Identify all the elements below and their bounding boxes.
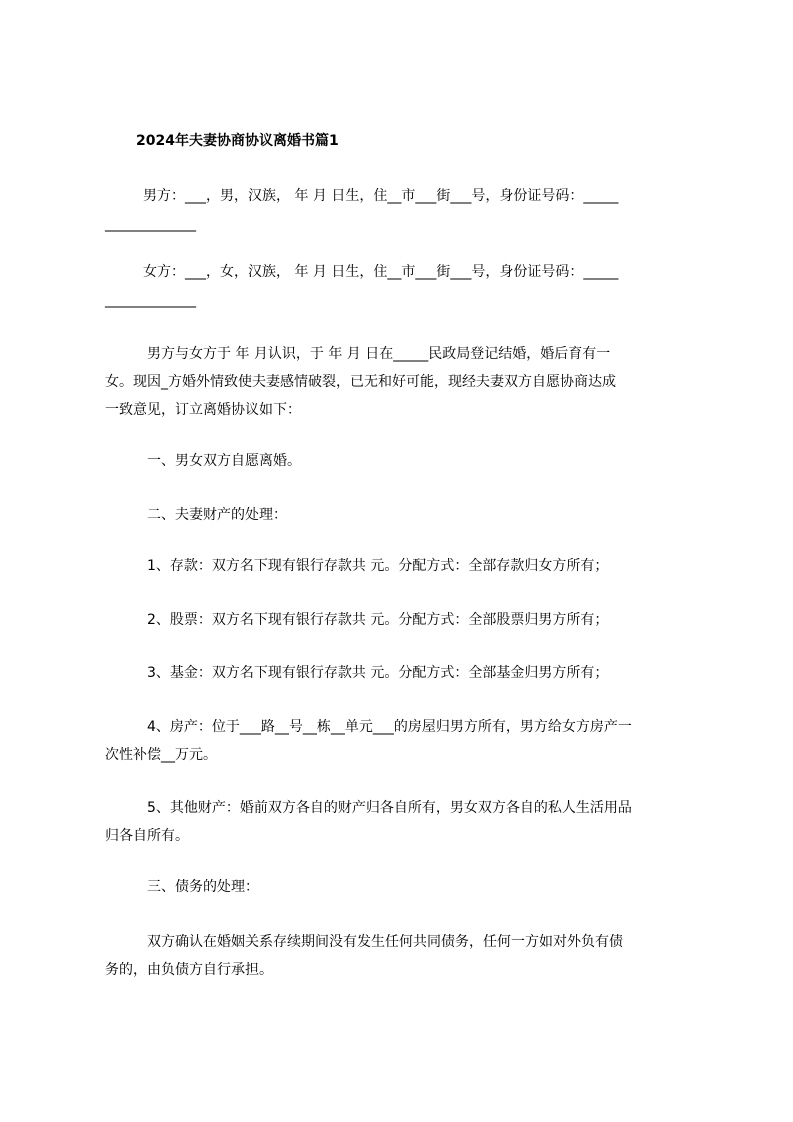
item-5-other-property — [105, 794, 705, 850]
item-5-line-2: 归各自所有。 — [105, 828, 189, 844]
debt-paragraph — [105, 928, 705, 984]
debt-line-2: 务的，由负债方自行承担。 — [105, 962, 273, 978]
intro-line-2: 女。现因_方婚外情致使夫妻感情破裂，已无和好可能，现经夫妻双方自愿协商达成 — [105, 374, 616, 390]
intro-line-1: 男方与女方于 年 月认识，于 年 月 日在_____民政局登记结婚，婚后育有一 — [147, 346, 611, 362]
husband-info-line-2: _____________ — [105, 216, 196, 232]
item-4-property — [105, 713, 705, 769]
section-2-heading: 二、夫妻财产的处理： — [147, 507, 287, 523]
document-title: 2024年夫妻协商协议离婚书篇1 — [136, 133, 339, 149]
intro-paragraph — [105, 340, 705, 424]
section-3-heading: 三、债务的处理： — [147, 879, 259, 895]
intro-line-3: 一致意见，订立离婚协议如下： — [105, 402, 301, 418]
item-4-line-2: 次性补偿__万元。 — [105, 747, 217, 763]
item-4-line-1: 4、房产：位于___路__号__栋__单元___的房屋归男方所有，男方给女方房产一 — [147, 719, 632, 735]
husband-info-paragraph — [105, 182, 705, 238]
wife-info-line-1: 女方：___，女，汉族， 年 月 日生，住__市___街___号，身份证号码：_____ — [143, 264, 619, 280]
husband-info-line-1: 男方：___，男，汉族， 年 月 日生，住__市___街___号，身份证号码：_____ — [143, 188, 619, 204]
item-5-line-1: 5、其他财产：婚前双方各自的财产归各自所有，男女双方各自的私人生活用品 — [147, 800, 632, 816]
section-1-heading: 一、男女双方自愿离婚。 — [147, 453, 301, 469]
wife-info-line-2: _____________ — [105, 292, 196, 308]
wife-info-paragraph — [105, 258, 705, 314]
debt-line-1: 双方确认在婚姻关系存续期间没有发生任何共同债务，任何一方如对外负有债 — [147, 934, 623, 950]
item-3-funds: 3、基金：双方名下现有银行存款共 元。分配方式：全部基金归男方所有； — [147, 665, 609, 681]
item-1-deposits: 1、存款：双方名下现有银行存款共 元。分配方式：全部存款归女方所有； — [147, 558, 609, 574]
item-2-stocks: 2、股票：双方名下现有银行存款共 元。分配方式：全部股票归男方所有； — [147, 612, 609, 628]
